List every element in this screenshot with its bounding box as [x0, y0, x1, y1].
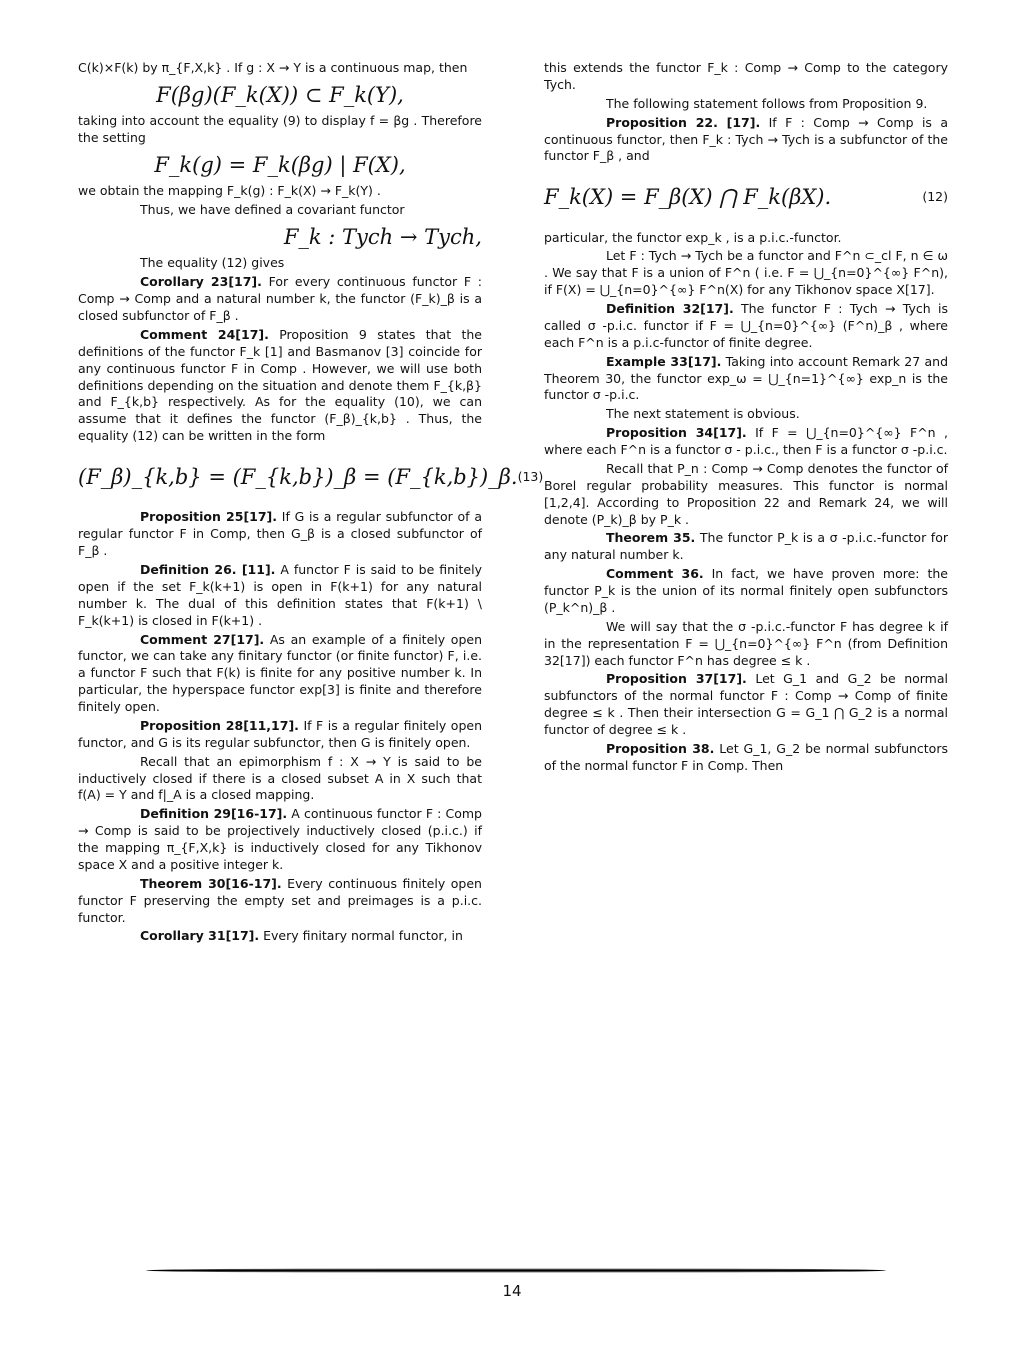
right-column: [544, 60, 948, 777]
paragraph: taking into account the equality (9) to display f = βg . Therefore the setting: [78, 113, 482, 146]
proposition-28: [78, 718, 482, 752]
paragraph: The equality (12) gives: [140, 255, 285, 271]
equation: (F_β)_{k,b} = (F_{k,b})_β = (F_{k,b})_β.: [78, 465, 518, 490]
comment-36: [544, 566, 948, 617]
comment-27: [78, 632, 482, 716]
text: The functor P_k is a σ -p.i.c.-functor for any natural number k.: [544, 530, 948, 563]
proposition-38: [544, 741, 948, 775]
heading: Proposition 25[17].: [140, 509, 278, 525]
proposition-37: [544, 671, 948, 739]
text: In fact, we have proven more: the functor P_k is the union of its normal finitely open subfunctors (P_k^n)_β .: [544, 566, 948, 615]
example-33: [544, 354, 948, 405]
text: Taking into account Remark 27 and Theorem 30, the functor exp_ω = ⋃_{n=1}^{∞} exp_n is the functor σ -p.i.c.: [544, 353, 949, 403]
page-number: 14: [502, 1282, 522, 1300]
footer-rule: [146, 1268, 886, 1273]
text: Let G_1, G_2 be normal subfunctors of the normal functor F in Comp. Then: [544, 740, 948, 773]
heading: Comment 27[17].: [140, 631, 265, 647]
heading: Comment 36.: [606, 566, 704, 582]
proposition-22: [544, 115, 948, 166]
text: The functor F : Tych → Tych is called σ -p.i.c. functor if F = ⋃_{n=0}^{∞} (F^n)_β , where each F^n is a p.i.c-functor of finite degree.: [544, 301, 948, 350]
heading: Definition 26. [11].: [140, 562, 276, 577]
heading: Proposition 37[17].: [606, 671, 747, 687]
equation: F_k : Tych → Tych,: [283, 225, 482, 250]
heading: Proposition 38.: [606, 740, 715, 756]
equation-number: (12): [922, 188, 948, 204]
comment-24: [78, 327, 482, 445]
theorem-30: [78, 876, 482, 927]
proposition-25: [78, 509, 482, 560]
proposition-34: [544, 425, 948, 459]
paragraph: we obtain the mapping F_k(g) : F_k(X) → F_k(Y) .: [78, 183, 381, 199]
paragraph: this extends the functor F_k : Comp → Comp to the category Tych.: [544, 60, 948, 92]
text: Let G_1 and G_2 be normal subfunctors of the normal functor F : Comp → Comp of finite degree ≤ k . Then their intersection G = G_1 ⋂ G_2 is a normal functor of degree ≤ k .: [544, 671, 948, 738]
equation: F_k(X) = F_β(X) ⋂ F_k(βX).: [544, 185, 832, 210]
paragraph: Let F : Tych → Tych be a functor and F^n ⊂_cl F, n ∈ ω . We say that F is a union of F^n ( i.e. F = ⋃_{n=0}^{∞} F^n), if F(X) = ⋃_{n=0}^{∞} F^n(X) for any Tikhonov space X[17].: [544, 248, 948, 298]
paragraph: Recall that P_n : Comp → Comp denotes the functor of Borel regular probability measures. This functor is normal [1,2,4]. According to Proposition 22 and Remark 24, we will denote (P_k)_β by P_k .: [544, 460, 948, 527]
definition-29: [78, 806, 482, 874]
text: If F = ⋃_{n=0}^{∞} F^n , where each F^n is a functor σ - p.i.c., then F is a functor σ -p.i.c.: [544, 425, 948, 458]
heading: Comment 24[17].: [140, 326, 269, 342]
equation: F_k(g) = F_k(βg) | F(X),: [154, 152, 406, 177]
equation-13: [78, 459, 544, 495]
paragraph: C(k)×F(k) by π_{F,X,k} . If g : X → Y is a continuous map, then: [78, 60, 468, 75]
equation-12: [544, 179, 948, 215]
heading: Definition 29[16-17].: [140, 806, 288, 822]
heading: Corollary 23[17].: [140, 274, 262, 290]
heading: Proposition 34[17].: [606, 425, 747, 441]
heading: Example 33[17].: [606, 353, 722, 369]
text: If G is a regular subfunctor of a regular functor F in Comp, then G_β is a closed subfunctor of F_β .: [78, 509, 482, 559]
text: As an example of a finitely open functor, we can take any finitary functor (or finite functor) F, i.e. a functor F such that F(k) is finite for any positive number k. In particular, the hyperspace functor exp[3] is finite and therefore finitely open.: [78, 631, 482, 714]
text: If F is a regular finitely open functor, and G is its regular subfunctor, then G is finitely open.: [78, 717, 482, 750]
text: Every continuous finitely open functor F preserving the empty set and preimages is a p.i.c. functor.: [78, 875, 482, 925]
paragraph: We will say that the σ -p.i.c.-functor F has degree k if in the representation F = ⋃_{n=0}^{∞} F^n (from Definition 32[17]) each functor F^n has degree ≤ k .: [544, 618, 948, 668]
equation-number: (13): [517, 468, 544, 484]
paragraph: particular, the functor exp_k , is a p.i.c.-functor.: [544, 229, 842, 245]
text: A functor F is said to be finitely open if the set F_k(k+1) is open in F(k+1) for any natural number k. The dual of this definition states that F(k+1) \ F_k(k+1) is closed in F(k+1) .: [78, 562, 482, 628]
heading: Theorem 30[16-17].: [140, 875, 282, 891]
heading: Proposition 28[11,17].: [140, 717, 299, 733]
equation: F(βg)(F_k(X)) ⊂ F_k(Y),: [156, 82, 404, 107]
left-column: [78, 60, 544, 947]
text: A continuous functor F : Comp → Comp is said to be projectively inductively closed (p.i.c.) if the mapping π_{F,X,k} is inductively closed for any Tikhonov space X and a positive integer k.: [78, 806, 482, 872]
corollary-31: [78, 928, 482, 945]
corollary-23: [78, 274, 482, 325]
heading: Corollary 31[17].: [140, 928, 260, 944]
heading: Theorem 35.: [606, 530, 696, 546]
definition-32: [544, 301, 948, 352]
heading: Definition 32[17].: [606, 301, 734, 317]
paragraph: Thus, we have defined a covariant functor: [140, 202, 405, 218]
paragraph: The following statement follows from Proposition 9.: [606, 95, 928, 111]
text: For every continuous functor F : Comp → Comp and a natural number k, the functor (F_k)_β is a closed subfunctor of F_β .: [78, 274, 482, 324]
paragraph: Recall that an epimorphism f : X → Y is said to be inductively closed if there is a closed subset A in X such that f(A) = Y and f|_A is a closed mapping.: [78, 753, 482, 803]
theorem-35: [544, 530, 948, 564]
heading: Proposition 22. [17].: [606, 114, 761, 130]
text: If F : Comp → Comp is a continuous functor, then F_k : Tych → Tych is a subfunctor of the functor F_β , and: [544, 114, 948, 164]
paragraph: The next statement is obvious.: [606, 406, 800, 422]
text: Proposition 9 states that the definitions of the functor F_k [1] and Basmanov [3] coincide for any continuous functor F in Comp . However, we will use both definitions depending on the situation and denote them F_{k,β} and F_{k,b} respectively. As for the equality (10), we can assume that it defines the functor (F_β)_{k,b} . Thus, the equality (12) can be written in the form: [78, 326, 482, 444]
definition-26: [78, 562, 482, 630]
text: Every finitary normal functor, in: [263, 928, 463, 944]
